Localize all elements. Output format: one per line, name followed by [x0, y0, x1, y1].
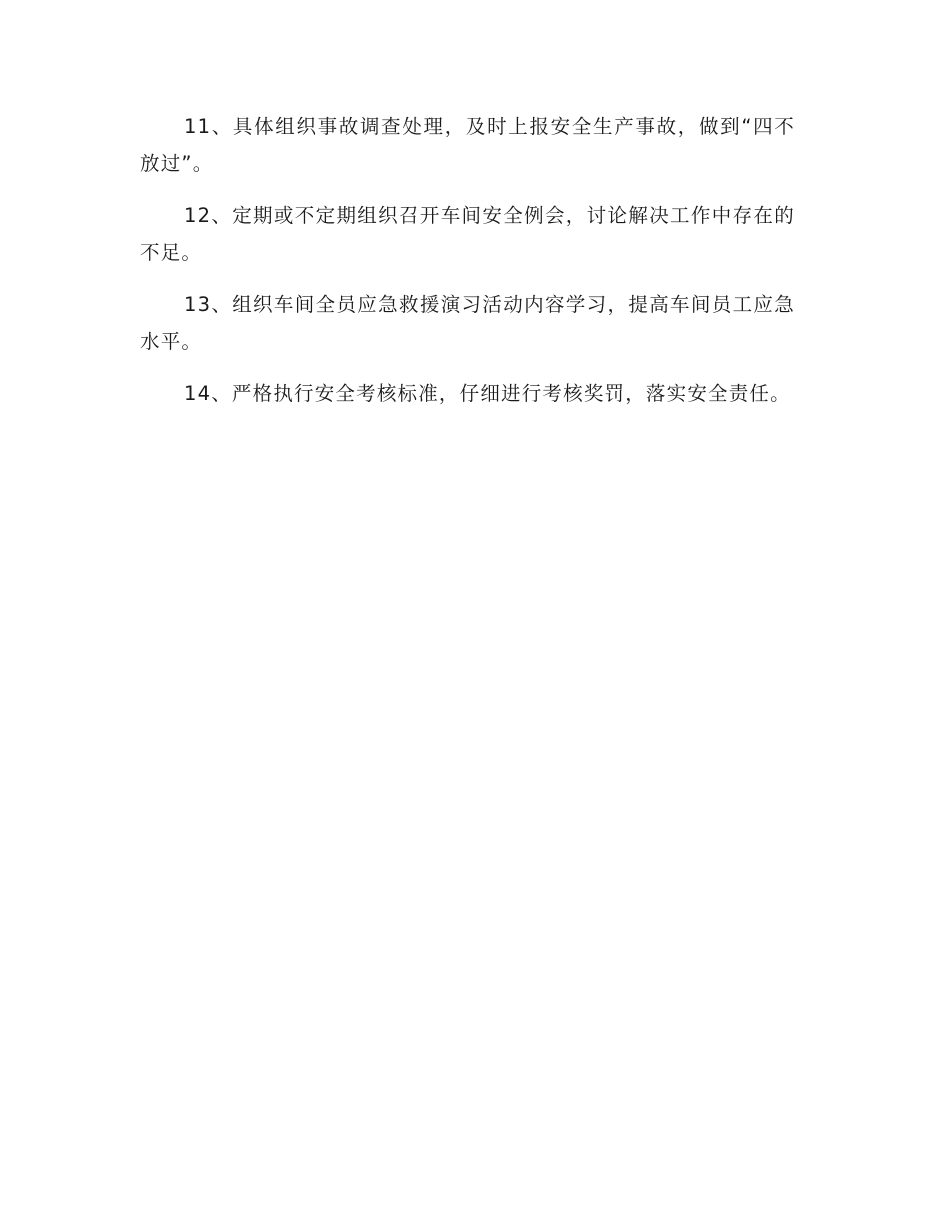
- paragraph-item-12: 12、定期或不定期组织召开车间安全例会，讨论解决工作中存在的不足。: [140, 204, 795, 264]
- paragraph-item-14: 14、严格执行安全考核标准，仔细进行考核奖罚，落实安全责任。: [184, 382, 791, 405]
- paragraph-item-13: 13、组织车间全员应急救援演习活动内容学习，提高车间员工应急水平。: [140, 293, 795, 353]
- paragraph-item-11: 11、具体组织事故调查处理，及时上报安全生产事故，做到“四不放过”。: [140, 115, 795, 175]
- document-body: [140, 108, 795, 427]
